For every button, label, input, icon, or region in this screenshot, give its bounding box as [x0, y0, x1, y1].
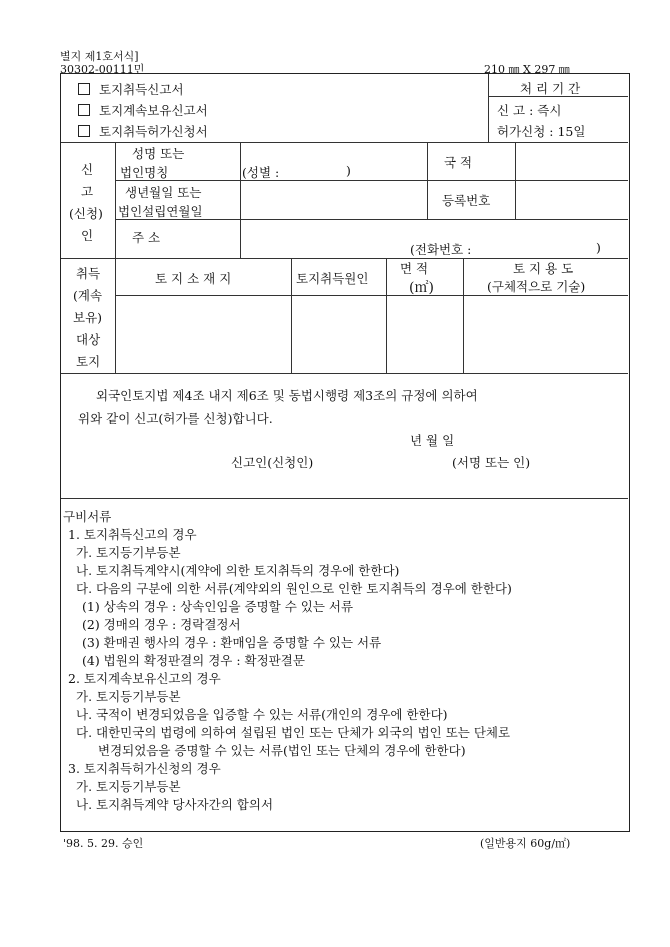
form-label: 별지 제1호서식]: [60, 50, 139, 63]
land-use-sub: (구체적으로 기술): [487, 279, 586, 294]
checkbox[interactable]: [78, 104, 90, 116]
declaration-line-2: 위와 같이 신고(허가를 신청)합니다.: [78, 411, 273, 426]
phone-close: ): [596, 240, 601, 255]
doc-line: (4) 법원의 확정판결의 경우 : 확정판결문: [82, 653, 305, 668]
name-input[interactable]: [120, 144, 238, 178]
doc-line: 1. 토지취득신고의 경우: [68, 527, 197, 542]
land-cause-header: 토지취득원인: [296, 271, 369, 286]
land-side-4: 대상: [76, 332, 101, 347]
doc-line: 가. 토지등기부등본: [76, 689, 181, 704]
reg-no-input[interactable]: [517, 183, 625, 217]
doc-line: 나. 토지취득계약시(계약에 의한 토지취득의 경우에 한한다): [76, 563, 400, 578]
nationality-input[interactable]: [517, 144, 625, 178]
nationality-label: 국 적: [444, 155, 473, 170]
land-side-2: (계속: [73, 288, 103, 303]
land-area-unit: (㎡): [409, 280, 434, 296]
option-label: 토지취득신고서: [99, 82, 184, 97]
address-input[interactable]: [243, 221, 623, 238]
birth-input[interactable]: [243, 183, 425, 217]
land-use-header: 토 지 용 도: [513, 261, 574, 276]
doc-line: 나. 국적이 변경되었음을 입증할 수 있는 서류(개인의 경우에 한한다): [76, 707, 448, 722]
land-cause-input[interactable]: [294, 298, 383, 370]
applicant-side-2: 고: [81, 184, 94, 199]
land-location-input[interactable]: [118, 298, 288, 370]
checkbox[interactable]: [78, 83, 90, 95]
option-land-acquisition-report[interactable]: [78, 80, 184, 98]
land-side-1: 취득: [76, 266, 101, 281]
applicant-side-4: 인: [81, 228, 94, 243]
paper-size: 210 ㎜ X 297 ㎜: [484, 63, 570, 76]
land-area-input[interactable]: [389, 298, 460, 370]
gender-close: ): [346, 163, 351, 178]
land-side-3: 보유): [73, 310, 103, 325]
doc-line: 변경되었음을 증명할 수 있는 서류(법인 또는 단체의 경우에 한한다): [98, 743, 466, 758]
name-label-1: 성명 또는: [132, 146, 185, 161]
applicant-side-3: (신청): [69, 206, 103, 221]
doc-line: (1) 상속의 경우 : 상속인임을 증명할 수 있는 서류: [82, 599, 354, 614]
address-label: 주 소: [132, 230, 161, 245]
doc-line: 3. 토지취득허가신청의 경우: [68, 761, 221, 776]
processing-permit: 허가신청 : 15일: [497, 124, 586, 139]
gender-label: (성별 :: [242, 165, 280, 180]
doc-line: 다. 다음의 구분에 의한 서류(계약외의 원인으로 인한 토지취득의 경우에 한한다): [76, 581, 512, 596]
birth-label-2: 법인설립연월일: [118, 204, 203, 219]
reg-no-label: 등록번호: [442, 193, 491, 208]
doc-line: 2. 토지계속보유신고의 경우: [68, 671, 221, 686]
option-label: 토지계속보유신고서: [99, 103, 208, 118]
doc-line: (3) 환매권 행사의 경우 : 환매임을 증명할 수 있는 서류: [82, 635, 382, 650]
declaration-signer: 신고인(신청인): [231, 455, 314, 470]
option-continued-holding-report[interactable]: [78, 101, 208, 119]
processing-title: 처 리 기 간: [520, 81, 581, 96]
doc-line: (2) 경매의 경우 : 경락결정서: [82, 617, 241, 632]
land-area-header: 면 적: [400, 261, 429, 276]
land-use-input[interactable]: [466, 298, 625, 370]
birth-label-1: 생년월일 또는: [125, 185, 202, 200]
land-location-header: 토 지 소 재 지: [155, 271, 232, 286]
processing-report: 신 고 : 즉시: [497, 103, 562, 118]
doc-line: 가. 토지등기부등본: [76, 779, 181, 794]
name-label-2: 법인명칭: [120, 165, 169, 180]
land-side-5: 토지: [76, 354, 101, 369]
declaration-line-1: 외국인토지법 제4조 내지 제6조 및 동법시행령 제3조의 규정에 의하여: [96, 388, 478, 403]
phone-label: (전화번호 :: [410, 242, 472, 257]
doc-line: 나. 토지취득계약 당사자간의 합의서: [76, 797, 274, 812]
option-acquisition-permit-application[interactable]: [78, 122, 208, 140]
form-code: 30302-00111민: [60, 63, 145, 76]
doc-line: 다. 대한민국의 법령에 의하여 설립된 법인 또는 단체가 외국의 법인 또는 단체로: [76, 725, 511, 740]
declaration-date: 년 월 일: [410, 433, 455, 448]
doc-line: 가. 토지등기부등본: [76, 545, 181, 560]
option-label: 토지취득허가신청서: [99, 124, 208, 139]
declaration-sign: (서명 또는 인): [452, 455, 531, 470]
applicant-side-1: 신: [81, 162, 94, 177]
paper-spec: (일반용지 60g/㎡): [480, 837, 571, 850]
documents-title: 구비서류: [63, 509, 112, 524]
approval-date: '98. 5. 29. 승인: [63, 837, 144, 850]
checkbox[interactable]: [78, 125, 90, 137]
